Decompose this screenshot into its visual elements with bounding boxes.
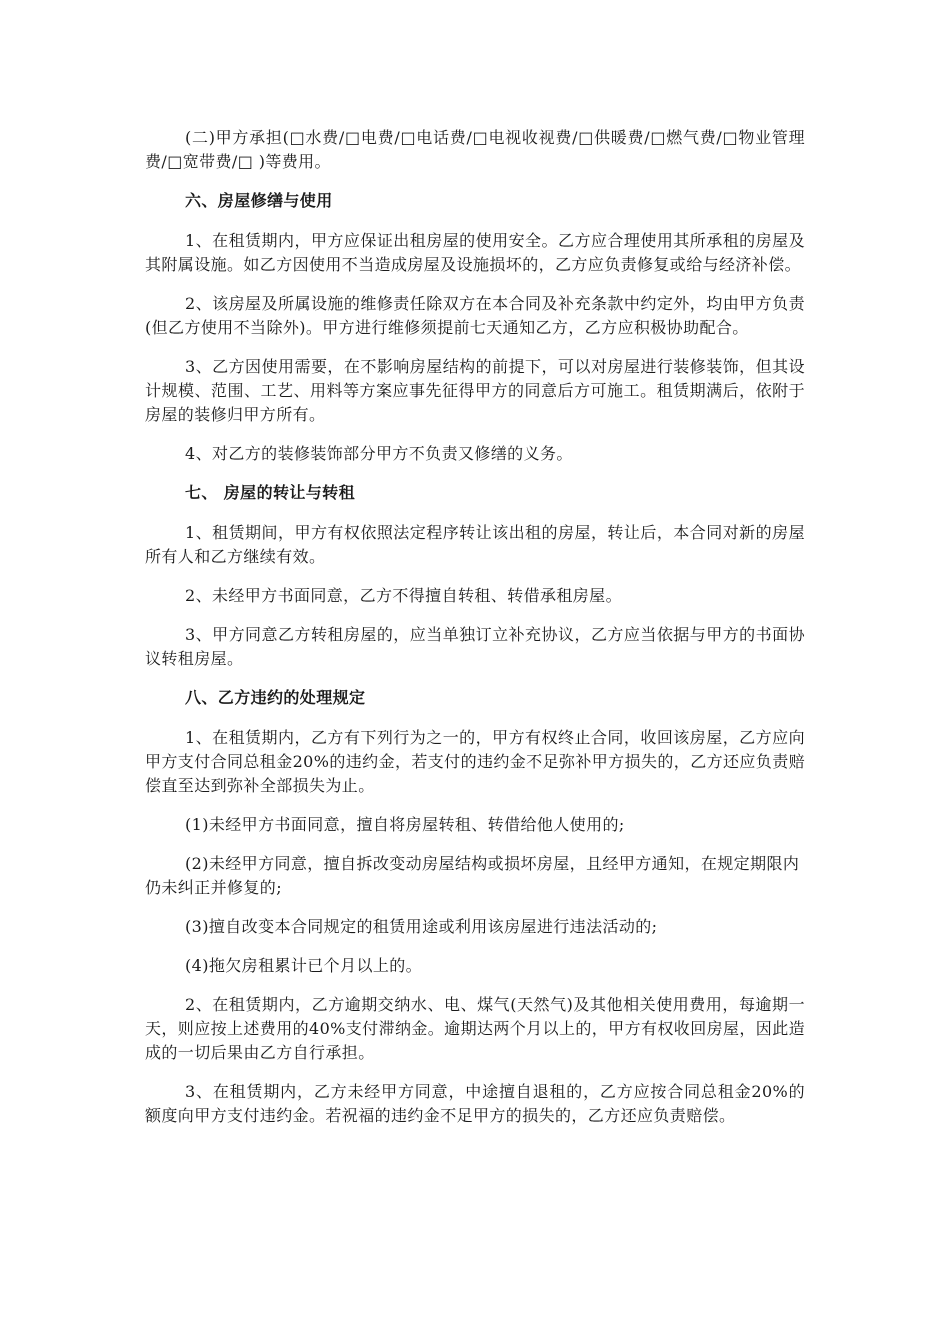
clause-8-3: 3、在租赁期内，乙方未经甲方同意，中途擅自退租的，乙方应按合同总租金20%的额度向甲方支付违约金。若祝福的违约金不足甲方的损失的，乙方还应负责赔偿。 — [145, 1082, 805, 1125]
clause-8-1-2: (2)未经甲方同意，擅自拆改变动房屋结构或损坏房屋，且经甲方通知，在规定期限内仍未纠正并修复的; — [145, 854, 800, 897]
clause-7-1: 1、租赁期间，甲方有权依照法定程序转让该出租的房屋，转让后，本合同对新的房屋所有人和乙方继续有效。 — [145, 523, 805, 566]
section-7-heading: 七、 房屋的转让与转租 — [185, 483, 355, 502]
section-8-heading: 八、乙方违约的处理规定 — [185, 688, 366, 707]
clause-8-1: 1、在租赁期内，乙方有下列行为之一的，甲方有权终止合同，收回该房屋，乙方应向甲方支付合同总租金20%的违约金，若支付的违约金不足弥补甲方损失的，乙方还应负责赔偿直至达到弥补全部损失为止。 — [145, 728, 805, 795]
document-body — [145, 126, 805, 1143]
clause-8-1-3: (3)擅自改变本合同规定的租赁用途或利用该房屋进行违法活动的; — [185, 917, 658, 936]
clause-8-1-1: (1)未经甲方书面同意，擅自将房屋转租、转借给他人使用的; — [185, 815, 625, 834]
clause-5-2: (二)甲方承担(□水费/□电费/□电话费/□电视收视费/□供暖费/□燃气费/□物业管理费/□宽带费/□ )等费用。 — [145, 128, 805, 171]
clause-8-2: 2、在租赁期内，乙方逾期交纳水、电、煤气(天然气)及其他相关使用费用，每逾期一天，则应按上述费用的40%支付滞纳金。逾期达两个月以上的，甲方有权收回房屋，因此造成的一切后果由乙方自行承担。 — [145, 995, 805, 1062]
section-6-heading: 六、房屋修缮与使用 — [185, 191, 333, 210]
clause-6-3: 3、乙方因使用需要，在不影响房屋结构的前提下，可以对房屋进行装修装饰，但其设计规模、范围、工艺、用料等方案应事先征得甲方的同意后方可施工。租赁期满后，依附于房屋的装修归甲方所有。 — [145, 357, 805, 424]
clause-6-1: 1、在租赁期内，甲方应保证出租房屋的使用安全。乙方应合理使用其所承租的房屋及其附属设施。如乙方因使用不当造成房屋及设施损坏的，乙方应负责修复或给与经济补偿。 — [145, 231, 805, 274]
clause-6-4: 4、对乙方的装修装饰部分甲方不负责又修缮的义务。 — [185, 444, 573, 463]
clause-7-3: 3、甲方同意乙方转租房屋的，应当单独订立补充协议，乙方应当依据与甲方的书面协议转租房屋。 — [145, 625, 805, 668]
clause-7-2: 2、未经甲方书面同意，乙方不得擅自转租、转借承租房屋。 — [185, 586, 622, 605]
clause-6-2: 2、该房屋及所属设施的维修责任除双方在本合同及补充条款中约定外，均由甲方负责(但乙方使用不当除外)。甲方进行维修须提前七天通知乙方，乙方应积极协助配合。 — [145, 294, 805, 337]
clause-8-1-4: (4)拖欠房租累计已个月以上的。 — [185, 956, 423, 975]
